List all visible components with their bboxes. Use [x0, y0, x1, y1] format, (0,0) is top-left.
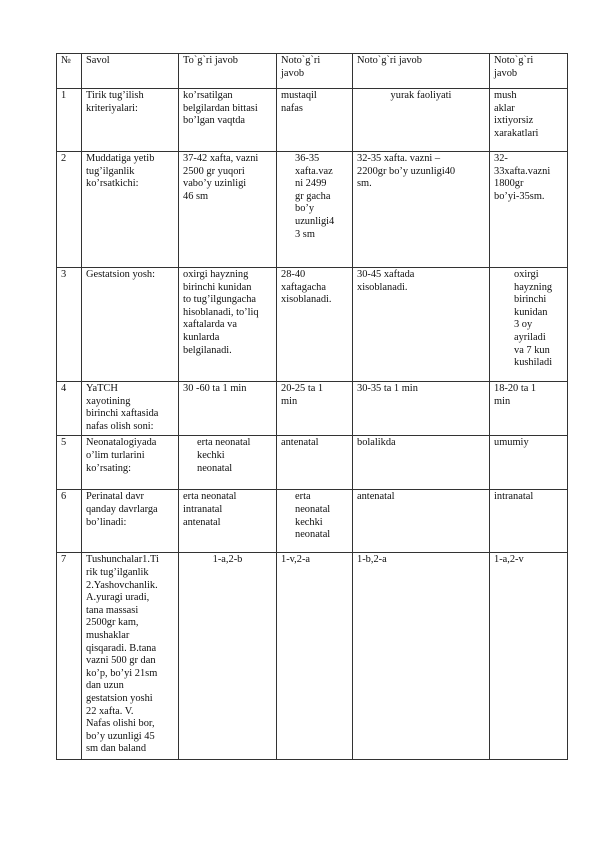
- table-row: [57, 268, 568, 382]
- wrong-answer-cell: 28-40 xaftagacha xisoblanadi.: [277, 268, 353, 382]
- row-number: 4: [57, 382, 82, 436]
- row-number: 1: [57, 89, 82, 152]
- wrong-answer-cell: 32- 33xafta.vazni 1800gr bo’yi-35sm.: [490, 152, 568, 268]
- row-number: 6: [57, 490, 82, 553]
- correct-answer-cell: 30 -60 ta 1 min: [179, 382, 277, 436]
- row-number: 2: [57, 152, 82, 268]
- question-cell: Muddatiga yetib tug’ilganlik ko’rsatkichi:: [82, 152, 179, 268]
- table-row: [57, 436, 568, 490]
- wrong-answer-cell: bolalikda: [353, 436, 490, 490]
- correct-answer-cell: 1-a,2-b: [179, 553, 277, 760]
- row-number: 5: [57, 436, 82, 490]
- question-cell: Tirik tug’ilish kriteriyalari:: [82, 89, 179, 152]
- question-cell: Perinatal davr qanday davrlarga bo’linadi:: [82, 490, 179, 553]
- table-row: [57, 89, 568, 152]
- header-wrong-answer-1: Noto`g`ri javob: [277, 54, 353, 89]
- wrong-answer-cell: antenatal: [353, 490, 490, 553]
- row-number: 7: [57, 553, 82, 760]
- row-number: 3: [57, 268, 82, 382]
- table-row: [57, 553, 568, 760]
- wrong-answer-cell: intranatal: [490, 490, 568, 553]
- wrong-answer-cell: umumiy: [490, 436, 568, 490]
- table-row: [57, 152, 568, 268]
- correct-answer-cell: ko’rsatilgan belgilardan bittasi bo’lgan vaqtda: [179, 89, 277, 152]
- wrong-answer-cell: 36-35 xafta.vaz ni 2499 gr gacha bo’y uzunligi4 3 sm: [277, 152, 353, 268]
- wrong-answer-cell: oxirgi hayzning birinchi kunidan 3 oy ayriladi va 7 kun kushiladi: [490, 268, 568, 382]
- question-cell: Tushunchalar1.Ti rik tug’ilganlik 2.Yashovchanlik. A.yuragi uradi, tana massasi 2500gr kam, mushaklar qisqaradi. B.tana vazni 500 gr dan ko’p, bo’yi 21sm dan uzun gestatsion yoshi 22 xafta. V. Nafas olishi bor, bo’y uzunligi 45 sm dan baland: [82, 553, 179, 760]
- correct-answer-cell: erta neonatal kechki neonatal: [179, 436, 277, 490]
- quiz-table: [56, 53, 568, 760]
- header-wrong-answer-3: Noto`g`ri javob: [490, 54, 568, 89]
- wrong-answer-cell: 20-25 ta 1 min: [277, 382, 353, 436]
- header-correct-answer: To`g`ri javob: [179, 54, 277, 89]
- question-cell: Gestatsion yosh:: [82, 268, 179, 382]
- header-wrong-answer-2: Noto`g`ri javob: [353, 54, 490, 89]
- header-number: №: [57, 54, 82, 89]
- table-header-row: [57, 54, 568, 89]
- question-cell: Neonatalogiyada o’lim turlarini ko’rsating:: [82, 436, 179, 490]
- wrong-answer-cell: 1-b,2-a: [353, 553, 490, 760]
- wrong-answer-cell: mush aklar ixtiyorsiz xarakatlari: [490, 89, 568, 152]
- wrong-answer-cell: 32-35 xafta. vazni – 2200gr bo’y uzunligi40 sm.: [353, 152, 490, 268]
- wrong-answer-cell: mustaqil nafas: [277, 89, 353, 152]
- wrong-answer-cell: erta neonatal kechki neonatal: [277, 490, 353, 553]
- wrong-answer-cell: antenatal: [277, 436, 353, 490]
- wrong-answer-cell: 18-20 ta 1 min: [490, 382, 568, 436]
- table-row: [57, 382, 568, 436]
- correct-answer-cell: 37-42 xafta, vazni 2500 gr yuqori vabo’y uzinligi 46 sm: [179, 152, 277, 268]
- wrong-answer-cell: 1-v,2-a: [277, 553, 353, 760]
- wrong-answer-cell: 30-45 xaftada xisoblanadi.: [353, 268, 490, 382]
- header-question: Savol: [82, 54, 179, 89]
- question-cell: YaTCH xayotining birinchi xaftasida nafas olish soni:: [82, 382, 179, 436]
- correct-answer-cell: oxirgi hayzning birinchi kunidan to tug’ilgungacha hisoblanadi, to’liq xaftalarda va kunlarda belgilanadi.: [179, 268, 277, 382]
- wrong-answer-cell: yurak faoliyati: [353, 89, 490, 152]
- wrong-answer-cell: 30-35 ta 1 min: [353, 382, 490, 436]
- wrong-answer-cell: 1-a,2-v: [490, 553, 568, 760]
- table-row: [57, 490, 568, 553]
- correct-answer-cell: erta neonatal intranatal antenatal: [179, 490, 277, 553]
